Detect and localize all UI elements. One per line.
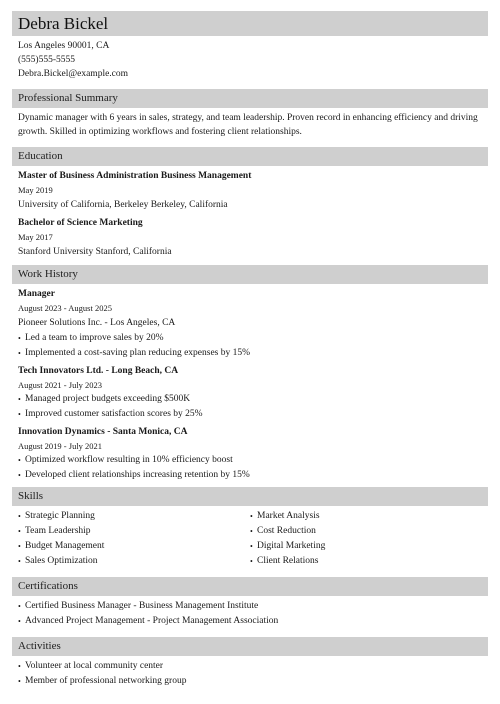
skill-item: • Cost Reduction — [250, 524, 482, 539]
certification-list — [18, 599, 482, 629]
activities-section — [12, 656, 488, 689]
education-entry — [18, 169, 482, 213]
degree: Bachelor of Science Marketing — [18, 218, 143, 228]
job-bullet: • Improved customer satisfaction scores by 25% — [18, 407, 482, 422]
certification-item: • Advanced Project Management - Project Management Association — [18, 614, 482, 629]
graduation-date: May 2019 — [18, 185, 53, 195]
job-bullets — [18, 392, 482, 422]
job-bullets — [18, 453, 482, 483]
job-title: Manager — [18, 289, 55, 299]
school: University of California, Berkeley Berkeley, California — [18, 200, 228, 210]
certifications-section — [12, 596, 488, 629]
section-heading-summary: Professional Summary — [12, 89, 488, 108]
job-title: Tech Innovators Ltd. - Long Beach, CA — [18, 366, 179, 376]
job-dates: August 2023 - August 2025 — [18, 303, 112, 313]
job-bullets — [18, 331, 482, 361]
job-dates: August 2021 - July 2023 — [18, 380, 103, 390]
section-heading-certifications: Certifications — [12, 577, 488, 596]
skill-item: • Strategic Planning — [18, 509, 250, 524]
phone: (555)555-5555 — [18, 55, 75, 65]
skills-grid — [18, 509, 482, 569]
job-dates: August 2019 - July 2021 — [18, 441, 103, 451]
job-entry — [18, 287, 482, 361]
job-bullet: • Implemented a cost-saving plan reducing expenses by 15% — [18, 346, 482, 361]
job-title: Innovation Dynamics - Santa Monica, CA — [18, 427, 188, 437]
job-bullet: • Managed project budgets exceeding $500K — [18, 392, 482, 407]
section-heading-skills: Skills — [12, 487, 488, 506]
activity-list — [18, 659, 482, 689]
address: Los Angeles 90001, CA — [18, 41, 110, 51]
graduation-date: May 2017 — [18, 232, 53, 242]
email: Debra.Bickel@example.com — [18, 69, 129, 79]
job-entry — [18, 425, 482, 483]
section-heading-education: Education — [12, 147, 488, 166]
skill-item: • Sales Optimization — [18, 554, 250, 569]
activity-item: • Member of professional networking group — [18, 674, 482, 689]
degree: Master of Business Administration Business Management — [18, 171, 252, 181]
job-entry — [18, 364, 482, 422]
skill-item: • Team Leadership — [18, 524, 250, 539]
work-section — [12, 284, 488, 483]
summary-text: Dynamic manager with 6 years in sales, strategy, and team leadership. Proven record in enhancing efficiency and driving growth. Skilled in optimizing workflows and fostering client relationships. — [18, 113, 478, 137]
job-company: Pioneer Solutions Inc. - Los Angeles, CA — [18, 318, 176, 328]
job-bullet: • Led a team to improve sales by 20% — [18, 331, 482, 346]
skill-item: • Digital Marketing — [250, 539, 482, 554]
skills-column-left — [18, 509, 250, 569]
skill-item: • Client Relations — [250, 554, 482, 569]
skills-column-right — [250, 509, 482, 569]
skill-item: • Market Analysis — [250, 509, 482, 524]
skills-section — [12, 506, 488, 569]
education-entry — [18, 216, 482, 260]
certification-item: • Certified Business Manager - Business Management Institute — [18, 599, 482, 614]
job-bullet: • Optimized workflow resulting in 10% efficiency boost — [18, 453, 482, 468]
name-header — [12, 11, 488, 36]
skill-item: • Budget Management — [18, 539, 250, 554]
school: Stanford University Stanford, California — [18, 247, 172, 257]
section-heading-activities: Activities — [12, 637, 488, 656]
job-bullet: • Developed client relationships increasing retention by 15% — [18, 468, 482, 483]
contact-info — [12, 36, 488, 81]
summary-section — [12, 108, 488, 139]
candidate-name: Debra Bickel — [18, 14, 109, 33]
activity-item: • Volunteer at local community center — [18, 659, 482, 674]
section-heading-work: Work History — [12, 265, 488, 284]
education-section — [12, 166, 488, 260]
